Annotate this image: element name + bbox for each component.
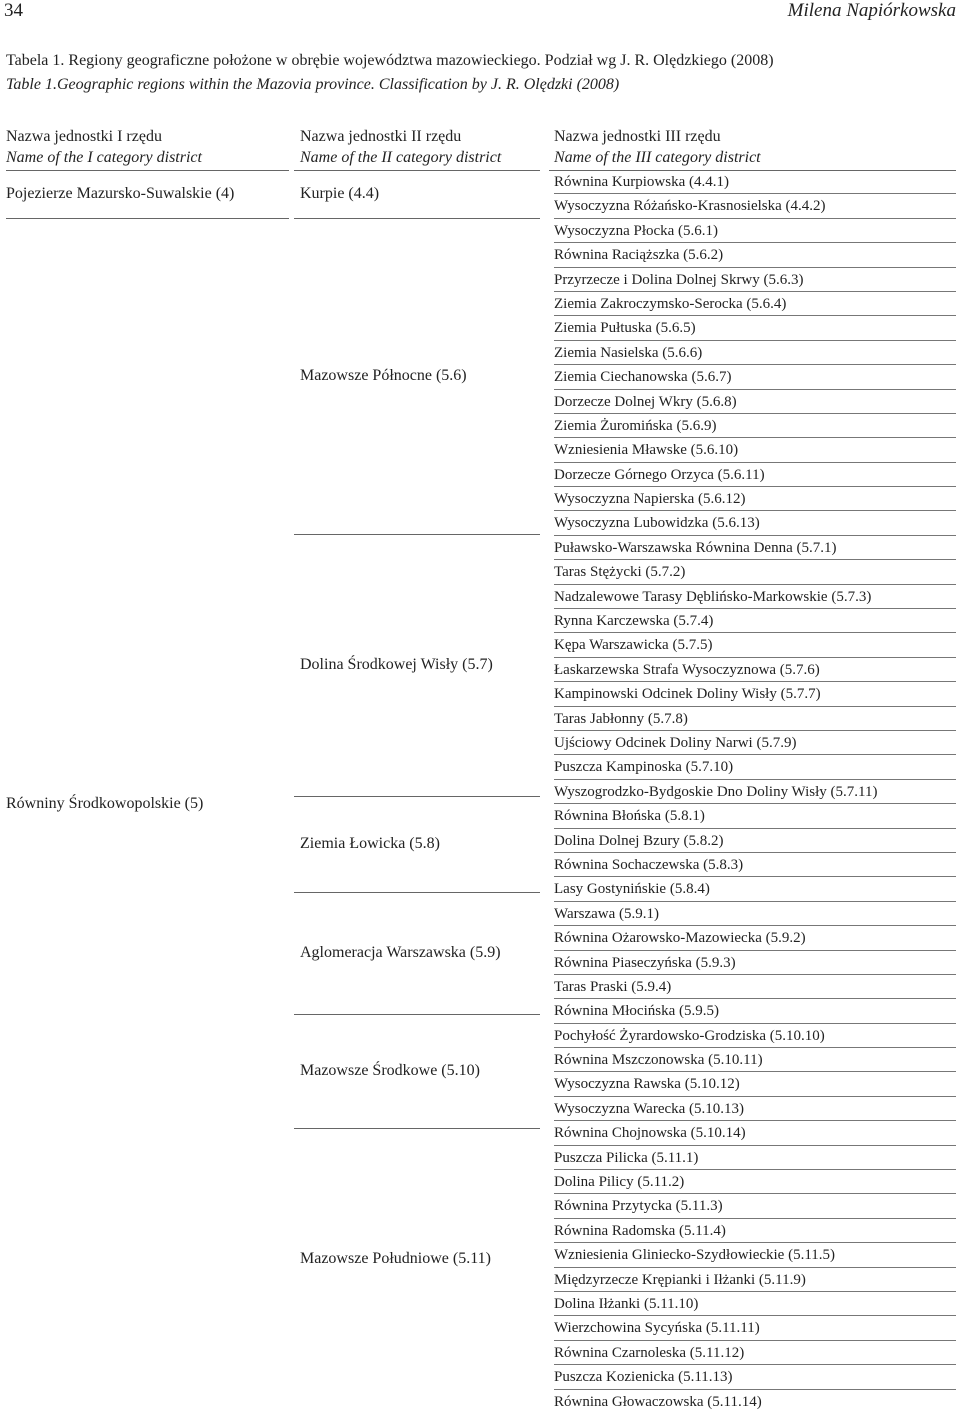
level3-row: Ziemia Pułtuska (5.6.5) bbox=[554, 316, 956, 340]
level2-cell bbox=[300, 796, 536, 892]
level3-row: Wzniesienia Mławske (5.6.10) bbox=[554, 438, 956, 462]
level2-name: Ziemia Łowicka (5.8) bbox=[300, 835, 440, 852]
level3-row: Warszawa (5.9.1) bbox=[554, 902, 956, 926]
level3-row: Równina Radomska (5.11.4) bbox=[554, 1219, 956, 1243]
level3-row: Taras Praski (5.9.4) bbox=[554, 975, 956, 999]
level3-row: Pochyłość Żyrardowsko-Grodziska (5.10.10) bbox=[554, 1024, 956, 1048]
level3-row: Ujściowy Odcinek Doliny Narwi (5.7.9) bbox=[554, 731, 956, 755]
level3-row: Wierzchowina Sycyńska (5.11.11) bbox=[554, 1316, 956, 1340]
header-col2 bbox=[300, 126, 536, 168]
caption-polish: Tabela 1. Regiony geograficzne położone w obrębie województwa mazowieckiego. Podział wg J. R. Olędzkiego (2008) bbox=[6, 52, 774, 69]
level1-name: Równiny Środkowopolskie (5) bbox=[6, 795, 204, 812]
level3-row: Dolina Pilicy (5.11.2) bbox=[554, 1170, 956, 1194]
level3-row: Łaskarzewska Strafa Wysoczyznowa (5.7.6) bbox=[554, 658, 956, 682]
level3-row: Równina Błońska (5.8.1) bbox=[554, 804, 956, 828]
level3-row: Wzniesienia Gliniecko-Szydłowieckie (5.11.5) bbox=[554, 1243, 956, 1267]
level2-name: Dolina Środkowej Wisły (5.7) bbox=[300, 656, 493, 673]
level3-row: Przyrzecze i Dolina Dolnej Skrwy (5.6.3) bbox=[554, 268, 956, 292]
level3-row: Równina Kurpiowska (4.4.1) bbox=[554, 170, 956, 194]
level3-row: Równina Głowaczowska (5.11.14) bbox=[554, 1393, 762, 1410]
level3-row: Wyszogrodzko-Bydgoskie Dno Doliny Wisły (5.7.11) bbox=[554, 780, 956, 804]
header-col1-en: Name of the I category district bbox=[6, 149, 202, 166]
page-header bbox=[0, 0, 960, 26]
level3-row: Nadzalewowe Tarasy Dęblińsko-Markowskie (5.7.3) bbox=[554, 585, 956, 609]
level3-row: Wysoczyzna Płocka (5.6.1) bbox=[554, 219, 956, 243]
level3-row: Puszcza Kampinoska (5.7.10) bbox=[554, 755, 956, 779]
header-col1-pl: Nazwa jednostki I rzędu bbox=[6, 128, 162, 145]
level3-row: Równina Przytycka (5.11.3) bbox=[554, 1194, 956, 1218]
level3-row: Ziemia Żuromińska (5.6.9) bbox=[554, 414, 956, 438]
level2-cell bbox=[300, 218, 536, 534]
caption-english: Table 1.Geographic regions within the Mazovia province. Classification by J. R. Olędzki (2008) bbox=[6, 76, 620, 93]
header-col2-pl: Nazwa jednostki II rzędu bbox=[300, 128, 462, 145]
page-number: 34 bbox=[4, 0, 23, 21]
level3-row: Dolina Iłżanki (5.11.10) bbox=[554, 1292, 956, 1316]
level3-list bbox=[554, 170, 956, 1414]
level2-cell bbox=[300, 892, 536, 1014]
level2-cell bbox=[300, 1128, 536, 1390]
level3-row: Wysoczyzna Lubowidzka (5.6.13) bbox=[554, 511, 956, 535]
level3-row: Taras Jabłonny (5.7.8) bbox=[554, 707, 956, 731]
level3-row: Puszcza Pilicka (5.11.1) bbox=[554, 1146, 956, 1170]
level3-row: Równina Ożarowsko-Mazowiecka (5.9.2) bbox=[554, 926, 956, 950]
level3-row: Wysoczyzna Różańsko-Krasnosielska (4.4.2) bbox=[554, 194, 956, 218]
level3-row: Lasy Gostynińskie (5.8.4) bbox=[554, 877, 956, 901]
level2-name: Mazowsze Południowe (5.11) bbox=[300, 1250, 491, 1267]
level3-row: Ziemia Nasielska (5.6.6) bbox=[554, 341, 956, 365]
level1-name: Pojezierze Mazursko-Suwalskie (4) bbox=[6, 185, 235, 202]
level3-row: Dorzecze Górnego Orzyca (5.6.11) bbox=[554, 463, 956, 487]
table-caption bbox=[6, 49, 774, 97]
level2-cell bbox=[300, 170, 536, 218]
level3-row: Równina Mszczonowska (5.10.11) bbox=[554, 1048, 956, 1072]
level2-name: Mazowsze Środkowe (5.10) bbox=[300, 1062, 480, 1079]
level3-row: Ziemia Zakroczymsko-Serocka (5.6.4) bbox=[554, 292, 956, 316]
level3-row: Wysoczyzna Rawska (5.10.12) bbox=[554, 1072, 956, 1096]
level3-row: Kępa Warszawicka (5.7.5) bbox=[554, 633, 956, 657]
level3-row: Równina Piaseczyńska (5.9.3) bbox=[554, 951, 956, 975]
level2-cell bbox=[300, 1014, 536, 1128]
level3-row: Wysoczyzna Napierska (5.6.12) bbox=[554, 487, 956, 511]
level3-row: Puławsko-Warszawska Równina Denna (5.7.1) bbox=[554, 536, 956, 560]
header-col3-pl: Nazwa jednostki III rzędu bbox=[554, 128, 721, 145]
level3-row: Kampinowski Odcinek Doliny Wisły (5.7.7) bbox=[554, 682, 956, 706]
level3-row: Ziemia Ciechanowska (5.6.7) bbox=[554, 365, 956, 389]
header-col3 bbox=[554, 126, 956, 168]
header-col1 bbox=[6, 126, 286, 168]
level3-row: Równina Czarnoleska (5.11.12) bbox=[554, 1341, 956, 1365]
level1-cell bbox=[6, 170, 289, 218]
level3-row: Dorzecze Dolnej Wkry (5.6.8) bbox=[554, 390, 956, 414]
running-author: Milena Napiórkowska bbox=[787, 0, 956, 21]
level3-row: Równina Raciąższka (5.6.2) bbox=[554, 243, 956, 267]
level3-row: Równina Chojnowska (5.10.14) bbox=[554, 1121, 956, 1145]
level3-row: Puszcza Kozienicka (5.11.13) bbox=[554, 1365, 956, 1389]
level3-row: Rynna Karczewska (5.7.4) bbox=[554, 609, 956, 633]
header-col3-en: Name of the III category district bbox=[554, 149, 761, 166]
level2-name: Kurpie (4.4) bbox=[300, 185, 380, 202]
level2-name: Aglomeracja Warszawska (5.9) bbox=[300, 944, 501, 961]
level3-row: Równina Sochaczewska (5.8.3) bbox=[554, 853, 956, 877]
level3-row: Taras Stężycki (5.7.2) bbox=[554, 560, 956, 584]
level2-cell bbox=[300, 534, 536, 796]
level3-row: Międzyrzecze Krępianki i Iłżanki (5.11.9) bbox=[554, 1268, 956, 1292]
level2-name: Mazowsze Północne (5.6) bbox=[300, 367, 467, 384]
level3-row: Równina Młocińska (5.9.5) bbox=[554, 999, 956, 1023]
level1-cell bbox=[6, 218, 289, 1390]
header-col2-en: Name of the II category district bbox=[300, 149, 502, 166]
level3-row: Dolina Dolnej Bzury (5.8.2) bbox=[554, 829, 956, 853]
level3-row: Wysoczyzna Warecka (5.10.13) bbox=[554, 1097, 956, 1121]
